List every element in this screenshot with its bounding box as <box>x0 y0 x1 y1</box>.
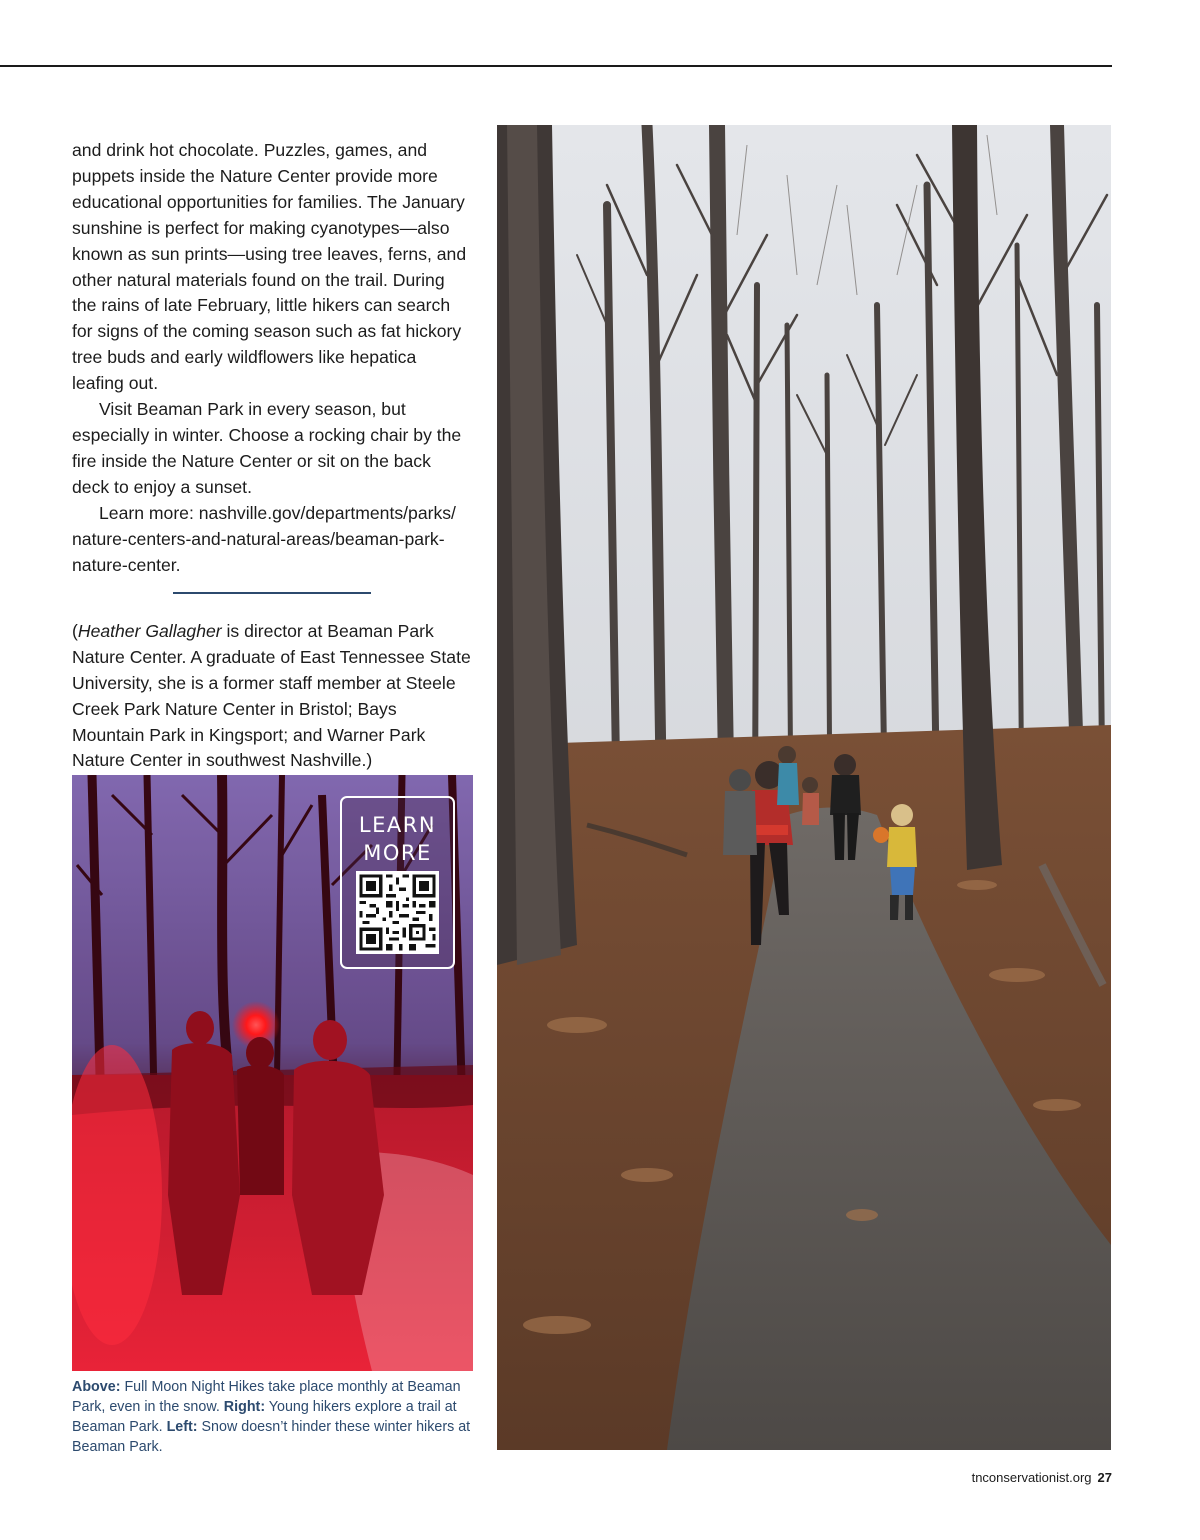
bio-open-paren: ( <box>72 620 78 641</box>
caption-left-label: Left: <box>166 1419 198 1435</box>
article-paragraph-learn-more: Learn more: nashville.gov/departments/parks/ nature-centers-and-natural-areas/beaman-park-nature-center. <box>72 502 456 575</box>
caption-above-label: Above: <box>72 1379 121 1395</box>
author-bio <box>72 619 472 774</box>
top-rule <box>0 65 1112 67</box>
caption-left-text: Snow doesn’t hinder these winter hikers at Beaman Park. <box>72 1419 471 1455</box>
page-number: 27 <box>1097 1470 1112 1485</box>
article-paragraph: and drink hot chocolate. Puzzles, games, and puppets inside the Nature Center provide more educational opportunities for families. The January sunshine is perfect for making cyanotypes—also known as sun prints—using tree leaves, ferns, and other natural materials found on the trail. During the rains of late February, little hikers can search for signs of the coming season such as fat hickory tree buds and early wildflowers like hepatica leafing out. <box>72 140 467 394</box>
qr-label-line1: LEARN <box>358 813 437 837</box>
footer-site: tnconservationist.org <box>971 1470 1092 1485</box>
article-body <box>72 138 472 774</box>
author-name: Heather Gallagher <box>77 620 222 641</box>
page-footer <box>972 1470 1112 1485</box>
qr-code-icon[interactable] <box>356 871 439 954</box>
night-hike-photo <box>72 775 473 1371</box>
photo-caption <box>72 1377 482 1457</box>
bio-text: is director at Beaman Park Nature Center. A graduate of East Tennessee State University, she is a former staff member at Steele Creek Park Nature Center in Bristol; Bays Mountain Park in Kingsport; and Warner Park Nature Center in southwest Nashville.) <box>72 620 471 771</box>
article-paragraph: Visit Beaman Park in every season, but especially in winter. Choose a rocking chair by the fire inside the Nature Center or sit on the back deck to enjoy a sunset. <box>72 399 462 497</box>
caption-right-text: Young hikers explore a trail at Beaman Park. <box>72 1399 457 1435</box>
section-divider <box>173 592 371 594</box>
caption-right-label: Right: <box>223 1399 266 1415</box>
qr-label-line2: MORE <box>363 841 432 865</box>
learn-more-qr-box[interactable] <box>340 796 455 969</box>
caption-above-text: Full Moon Night Hikes take place monthly at Beaman Park, even in the snow. <box>72 1379 461 1415</box>
trail-hikers-photo <box>497 125 1111 1450</box>
